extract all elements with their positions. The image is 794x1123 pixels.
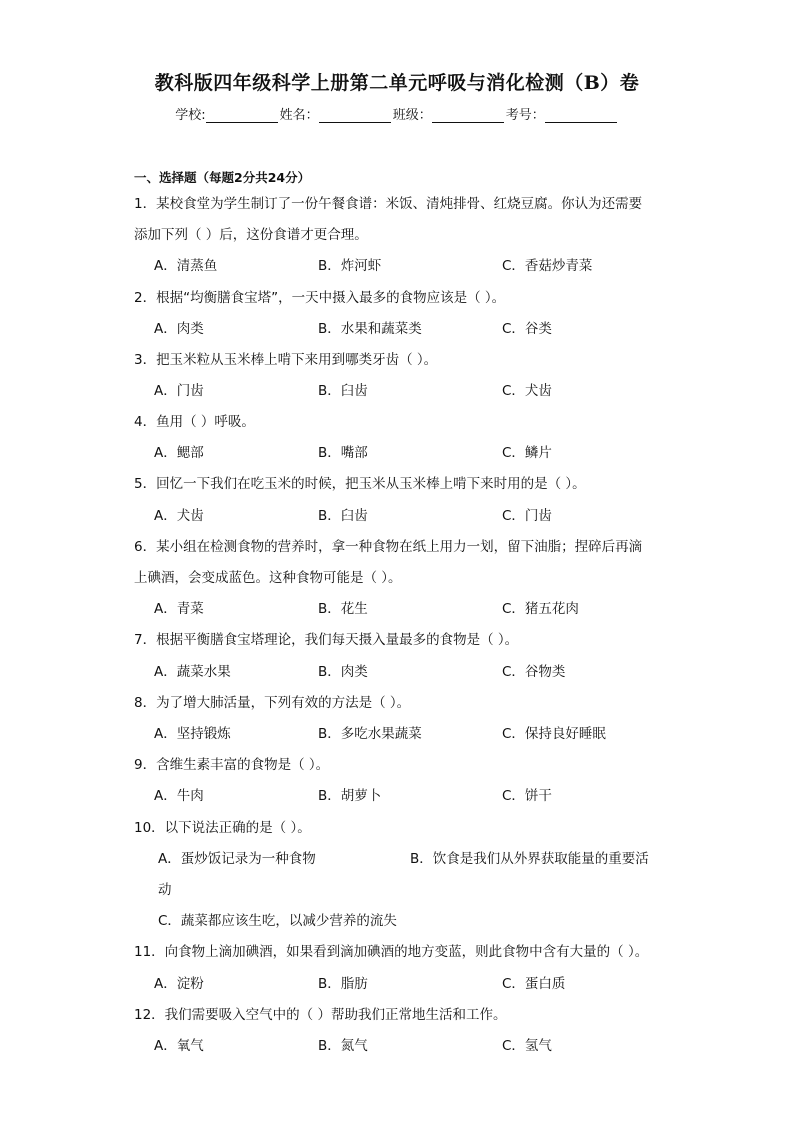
question-7-option-c: C．谷物类 bbox=[502, 664, 566, 680]
question-9-line-1: 9．含维生素丰富的食物是（ ）。 bbox=[134, 757, 330, 773]
class-label: 班级： bbox=[392, 108, 432, 123]
question-10-option-b: B．饮食是我们从外界获取能量的重要活 bbox=[410, 851, 649, 867]
question-10-option-c: C．蔬菜都应该生吃，以减少营养的流失 bbox=[158, 913, 397, 929]
question-6-line-1: 6．某小组在检测食物的营养时，拿一种食物在纸上用力一划，留下油脂；捏碎后再滴 bbox=[134, 539, 643, 555]
exam-number-blank bbox=[545, 108, 617, 123]
name-label: 姓名： bbox=[279, 108, 319, 123]
question-8-line-1: 8．为了增大肺活量，下列有效的方法是（ ）。 bbox=[134, 695, 411, 711]
question-12-option-c: C．氢气 bbox=[502, 1038, 552, 1054]
question-12-option-a: A．氧气 bbox=[154, 1038, 204, 1054]
question-4-line-1: 4．鱼用（ ）呼吸。 bbox=[134, 414, 255, 430]
name-blank bbox=[319, 108, 391, 123]
question-4-option-a: A．鳃部 bbox=[154, 445, 204, 461]
question-8-option-a: A．坚持锻炼 bbox=[154, 726, 231, 742]
student-info-row bbox=[0, 104, 794, 123]
name-field bbox=[280, 104, 393, 123]
question-9-option-a: A．牛肉 bbox=[154, 788, 204, 804]
question-7-option-b: B．肉类 bbox=[318, 664, 368, 680]
question-10-line-1: 10．以下说法正确的是（ ）。 bbox=[134, 820, 311, 836]
school-field bbox=[175, 104, 279, 123]
question-5-option-c: C．门齿 bbox=[502, 508, 552, 524]
question-5-option-b: B．臼齿 bbox=[318, 508, 368, 524]
question-2-option-b: B．水果和蔬菜类 bbox=[318, 321, 422, 337]
question-12-option-b: B．氮气 bbox=[318, 1038, 368, 1054]
page-title: 教科版四年级科学上册第二单元呼吸与消化检测（B）卷 bbox=[154, 72, 640, 94]
question-9-option-c: C．饼干 bbox=[502, 788, 552, 804]
class-field bbox=[393, 104, 506, 123]
question-1-option-c: C．香菇炒青菜 bbox=[502, 258, 593, 274]
question-11-line-1: 11．向食物上滴加碘酒，如果看到滴加碘酒的地方变蓝，则此食物中含有大量的（ ）。 bbox=[134, 944, 649, 960]
question-5-option-a: A．犬齿 bbox=[154, 508, 204, 524]
exam-number-label: 考号： bbox=[505, 108, 545, 123]
question-10-option-a: A．蛋炒饭记录为一种食物 bbox=[158, 851, 316, 867]
question-3-option-b: B．臼齿 bbox=[318, 383, 368, 399]
question-2-option-a: A．肉类 bbox=[154, 321, 204, 337]
question-10-option-b-continued: 动 bbox=[158, 882, 172, 898]
question-6-option-b: B．花生 bbox=[318, 601, 368, 617]
question-6-option-c: C．猪五花肉 bbox=[502, 601, 579, 617]
question-3-option-a: A．门齿 bbox=[154, 383, 204, 399]
exam-number-field bbox=[506, 104, 619, 123]
question-3-line-1: 3．把玉米粒从玉米棒上啃下来用到哪类牙齿（ ）。 bbox=[134, 352, 438, 368]
question-9-option-b: B．胡萝卜 bbox=[318, 788, 382, 804]
school-label: 学校: bbox=[175, 108, 206, 123]
section-heading: 一、选择题（每题2分共24分） bbox=[134, 170, 311, 185]
question-1-option-a: A．清蒸鱼 bbox=[154, 258, 218, 274]
question-7-option-a: A．蔬菜水果 bbox=[154, 664, 231, 680]
question-1-option-b: B．炸河虾 bbox=[318, 258, 382, 274]
question-7-line-1: 7．根据平衡膳食宝塔理论，我们每天摄入量最多的食物是（ ）。 bbox=[134, 632, 519, 648]
question-1-line-2: 添加下列（ ）后，这份食谱才更合理。 bbox=[134, 227, 368, 243]
question-1-line-1: 1．某校食堂为学生制订了一份午餐食谱：米饭、清炖排骨、红烧豆腐。你认为还需要 bbox=[134, 196, 643, 212]
question-5-line-1: 5．回忆一下我们在吃玉米的时候，把玉米从玉米棒上啃下来时用的是（ ）。 bbox=[134, 476, 586, 492]
question-4-option-b: B．嘴部 bbox=[318, 445, 368, 461]
question-2-line-1: 2．根据“均衡膳食宝塔”，一天中摄入最多的食物应该是（ ）。 bbox=[134, 290, 506, 306]
question-3-option-c: C．犬齿 bbox=[502, 383, 552, 399]
question-8-option-b: B．多吃水果蔬菜 bbox=[318, 726, 422, 742]
question-2-option-c: C．谷类 bbox=[502, 321, 552, 337]
question-11-option-b: B．脂肪 bbox=[318, 976, 368, 992]
question-6-option-a: A．青菜 bbox=[154, 601, 204, 617]
question-6-line-2: 上碘酒，会变成蓝色。这种食物可能是（ ）。 bbox=[134, 570, 402, 586]
school-blank bbox=[206, 108, 278, 123]
question-8-option-c: C．保持良好睡眠 bbox=[502, 726, 606, 742]
question-4-option-c: C．鳞片 bbox=[502, 445, 552, 461]
question-11-option-c: C．蛋白质 bbox=[502, 976, 566, 992]
question-11-option-a: A．淀粉 bbox=[154, 976, 204, 992]
question-12-line-1: 12．我们需要吸入空气中的（ ）帮助我们正常地生活和工作。 bbox=[134, 1007, 507, 1023]
class-blank bbox=[432, 108, 504, 123]
